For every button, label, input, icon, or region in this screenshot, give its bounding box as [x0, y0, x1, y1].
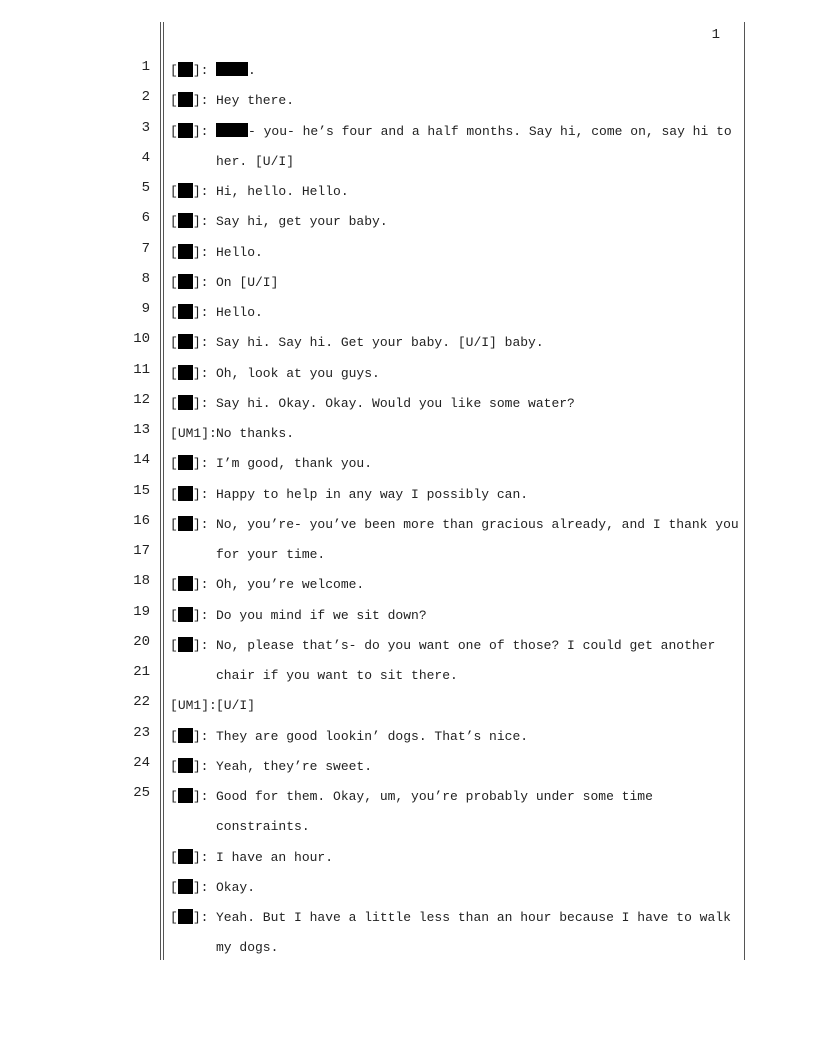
transcript-turn — [170, 268, 740, 298]
utterance-text: Say hi. Okay. Okay. Would you like some water? — [216, 395, 575, 411]
transcript-turn — [170, 238, 740, 268]
speaker-tag: [ ]: — [170, 607, 209, 623]
redacted-speaker-name — [178, 758, 193, 773]
line-number: 21 — [133, 664, 150, 680]
speaker-tag: [ ]: — [170, 789, 209, 804]
redacted-speaker-name — [178, 304, 193, 319]
transcript-turn — [170, 722, 740, 752]
line-number: 1 — [141, 59, 150, 75]
line-number: 25 — [133, 785, 150, 801]
redacted-speaker-name — [178, 728, 193, 743]
utterance-text: Oh, you’re welcome. — [216, 577, 365, 593]
transcript-turn — [170, 359, 740, 389]
redacted-speaker-name — [178, 274, 193, 289]
transcript-turn — [170, 601, 740, 631]
speaker-tag: [ ]: — [170, 728, 209, 744]
redacted-speaker-name — [178, 213, 193, 228]
line-number: 16 — [133, 512, 150, 529]
line-number: 18 — [133, 573, 150, 590]
line-number: 15 — [133, 482, 150, 499]
utterance-text: Do you mind if we sit down? — [216, 607, 427, 623]
speaker-tag: [ ]: — [170, 123, 209, 139]
line-number: 4 — [141, 149, 150, 166]
redacted-speaker-name — [178, 909, 193, 924]
redacted-speaker-name — [178, 879, 193, 894]
utterance-text: . — [248, 63, 256, 78]
utterance-text: I’m good, thank you. — [216, 456, 373, 472]
redacted-speaker-name — [178, 123, 193, 138]
line-number: 11 — [133, 361, 150, 378]
transcript-turn — [170, 903, 740, 964]
line-number: 5 — [141, 180, 150, 196]
utterance-text: Yeah. But I have a little less than an hour because I have to walk my dogs. — [216, 910, 731, 956]
line-number: 2 — [141, 89, 150, 106]
speaker-tag: [UM1]: — [170, 426, 217, 441]
utterance-text: Hey there. — [216, 93, 295, 109]
transcript-turn — [170, 86, 740, 116]
redacted-speaker-name — [178, 62, 193, 77]
utterance-text: Hello. — [216, 244, 263, 260]
transcript-turn — [170, 631, 740, 692]
right-margin-rule — [744, 22, 745, 960]
speaker-tag: [ ]: — [170, 849, 209, 865]
redacted-speaker-name — [178, 183, 193, 198]
speaker-tag: [ ]: — [170, 274, 209, 290]
transcript-body — [170, 56, 740, 964]
transcript-turn — [170, 873, 740, 903]
line-number: 20 — [133, 633, 150, 650]
line-number: 23 — [133, 724, 150, 741]
speaker-tag: [ ]: — [170, 93, 209, 109]
transcript-turn — [170, 328, 740, 358]
line-number-column — [110, 58, 150, 814]
utterance-text: Say hi, get your baby. — [216, 214, 388, 230]
redacted-speaker-name — [178, 365, 193, 380]
line-number: 19 — [133, 603, 150, 620]
speaker-tag: [ ]: — [170, 214, 209, 230]
transcript-turn — [170, 389, 740, 419]
utterance-text: - you- he’s four and a half months. Say hi, come on, say hi to her. [U/I] — [216, 123, 732, 169]
utterance-text: Okay. — [216, 879, 256, 895]
transcript-turn — [170, 510, 740, 571]
utterance-text: [U/I] — [216, 698, 256, 714]
redacted-speaker-name — [178, 92, 193, 107]
redacted-speaker-name — [178, 516, 193, 531]
redacted-speaker-name — [178, 395, 193, 410]
speaker-name: UM1 — [177, 698, 202, 714]
transcript-turn — [170, 570, 740, 600]
redacted-speaker-name — [178, 334, 193, 349]
transcript-turn — [170, 207, 740, 237]
speaker-tag: [ ]: — [170, 577, 209, 593]
speaker-tag: [UM1]: — [170, 698, 217, 714]
line-number: 10 — [133, 331, 150, 348]
line-number: 6 — [141, 210, 150, 227]
speaker-tag: [ ]: — [170, 516, 209, 532]
transcript-turn — [170, 117, 740, 178]
utterance-text: Say hi. Say hi. Get your baby. [U/I] baby. — [216, 335, 544, 351]
transcript-turn — [170, 691, 740, 721]
transcript-turn — [170, 480, 740, 510]
speaker-name: UM1 — [177, 426, 202, 441]
speaker-tag: [ ]: — [170, 305, 209, 320]
speaker-tag: [ ]: — [170, 637, 209, 653]
speaker-tag: [ ]: — [170, 879, 209, 895]
redacted-speaker-name — [178, 576, 193, 591]
utterance-text: No, you’re- you’ve been more than gracious already, and I thank you for your time. — [216, 516, 739, 562]
utterance-text: Yeah, they’re sweet. — [216, 758, 373, 774]
utterance-text: Hello. — [216, 305, 263, 320]
utterance-text: I have an hour. — [216, 849, 334, 865]
transcript-turn — [170, 449, 740, 479]
redacted-speaker-name — [178, 486, 193, 501]
speaker-tag: [ ]: — [170, 335, 209, 351]
line-number: 24 — [133, 754, 150, 771]
redacted-speaker-name — [178, 607, 193, 622]
utterance-text: No, please that’s- do you want one of those? I could get another chair if you want to sit there. — [216, 637, 716, 683]
redacted-speaker-name — [178, 244, 193, 259]
transcript-turn — [170, 177, 740, 207]
speaker-tag: [ ]: — [170, 486, 209, 502]
line-number: 3 — [141, 119, 150, 136]
line-number: 13 — [133, 422, 150, 438]
redacted-name — [216, 62, 248, 76]
transcript-turn — [170, 782, 740, 843]
redacted-speaker-name — [178, 788, 193, 803]
speaker-tag: [ ]: — [170, 244, 209, 260]
line-number: 7 — [141, 240, 150, 257]
transcript-turn — [170, 752, 740, 782]
redacted-speaker-name — [178, 849, 193, 864]
line-number: 14 — [133, 452, 150, 469]
transcript-turn — [170, 843, 740, 873]
speaker-tag: [ ]: — [170, 758, 209, 774]
speaker-tag: [ ]: — [170, 365, 209, 381]
utterance-text: Happy to help in any way I possibly can. — [216, 486, 529, 502]
redacted-name — [216, 123, 248, 137]
utterance-text: Hi, hello. Hello. — [216, 184, 349, 199]
speaker-tag: [ ]: — [170, 395, 209, 411]
speaker-tag: [ ]: — [170, 910, 209, 925]
utterance-text: On [U/I] — [216, 274, 279, 290]
transcript-turn — [170, 298, 740, 328]
left-margin-rule-inner — [163, 22, 164, 960]
utterance-text: Oh, look at you guys. — [216, 365, 380, 381]
utterance-text: Good for them. Okay, um, you’re probably under some time constraints. — [216, 789, 653, 835]
speaker-tag: [ ]: — [170, 456, 209, 472]
line-number: 8 — [141, 270, 150, 287]
transcript-turn — [170, 419, 740, 449]
line-number: 12 — [133, 391, 150, 408]
line-number: 9 — [141, 301, 150, 317]
speaker-tag: [ ]: — [170, 184, 209, 199]
redacted-speaker-name — [178, 455, 193, 470]
utterance-text: No thanks. — [216, 426, 295, 441]
speaker-tag: [ ]: — [170, 63, 209, 78]
transcript-turn — [170, 56, 740, 86]
line-number: 17 — [133, 543, 150, 559]
utterance-text: They are good lookin’ dogs. That’s nice. — [216, 728, 529, 744]
redacted-speaker-name — [178, 637, 193, 652]
left-margin-rule — [160, 22, 161, 960]
line-number: 22 — [133, 694, 150, 711]
page-number: 1 — [711, 27, 720, 43]
